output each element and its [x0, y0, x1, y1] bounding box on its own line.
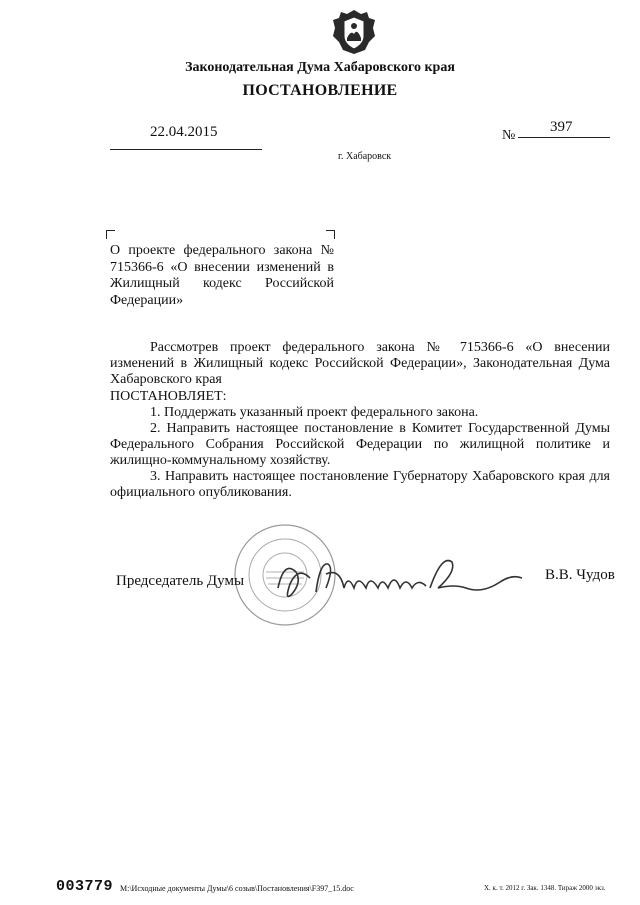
subject-corner-left: [106, 230, 115, 239]
preamble-continuation: Хабаровского края: [110, 372, 222, 387]
decision-item-1: 1. Поддержать указанный проект федерального закона.: [150, 405, 479, 420]
decision-item-2: 2. Направить настоящее постановление в Комитет Государственной Думы Федерального Собрания Российской Федерации по жилищной политике и жилищно-коммунальному хозяйству.: [110, 421, 610, 468]
decision-item-3: 3. Направить настоящее постановление Губернатору Хабаровского края для официального опубликования.: [110, 469, 610, 500]
date-underline: [110, 149, 262, 150]
decree-word: ПОСТАНОВЛЯЕТ:: [110, 389, 227, 404]
print-info: Х. к. т. 2012 г. Зак. 1348. Тираж 2000 экз.: [484, 884, 606, 892]
number-sign: №: [502, 128, 516, 143]
crest-emblem-icon: [331, 8, 377, 56]
document-number: 397: [550, 119, 573, 135]
document-date: 22.04.2015: [150, 124, 218, 140]
file-path: M:\Исходные документы Думы\6 созыв\Постановления\F397_15.doc: [120, 884, 354, 893]
number-underline: [518, 137, 610, 138]
issuer-title: Законодательная Дума Хабаровского края: [185, 60, 455, 75]
subject-corner-right: [326, 230, 335, 239]
signer-name: В.В. Чудов: [545, 567, 615, 583]
registration-number: 003779: [56, 878, 114, 895]
document-subject: О проекте федерального закона № 715366-6 «О внесении изменений в Жилищный кодекс Российской Федерации»: [110, 243, 334, 308]
handwritten-signature: [270, 548, 526, 610]
signer-role: Председатель Думы: [116, 573, 245, 589]
city-label: г. Хабаровск: [338, 151, 392, 162]
preamble-paragraph: Рассмотрев проект федерального закона № 715366-6 «О внесении изменений в Жилищный кодекс Российской Федерации», Законодательная Дума: [110, 340, 610, 371]
document-type-heading: ПОСТАНОВЛЕНИЕ: [242, 82, 398, 99]
